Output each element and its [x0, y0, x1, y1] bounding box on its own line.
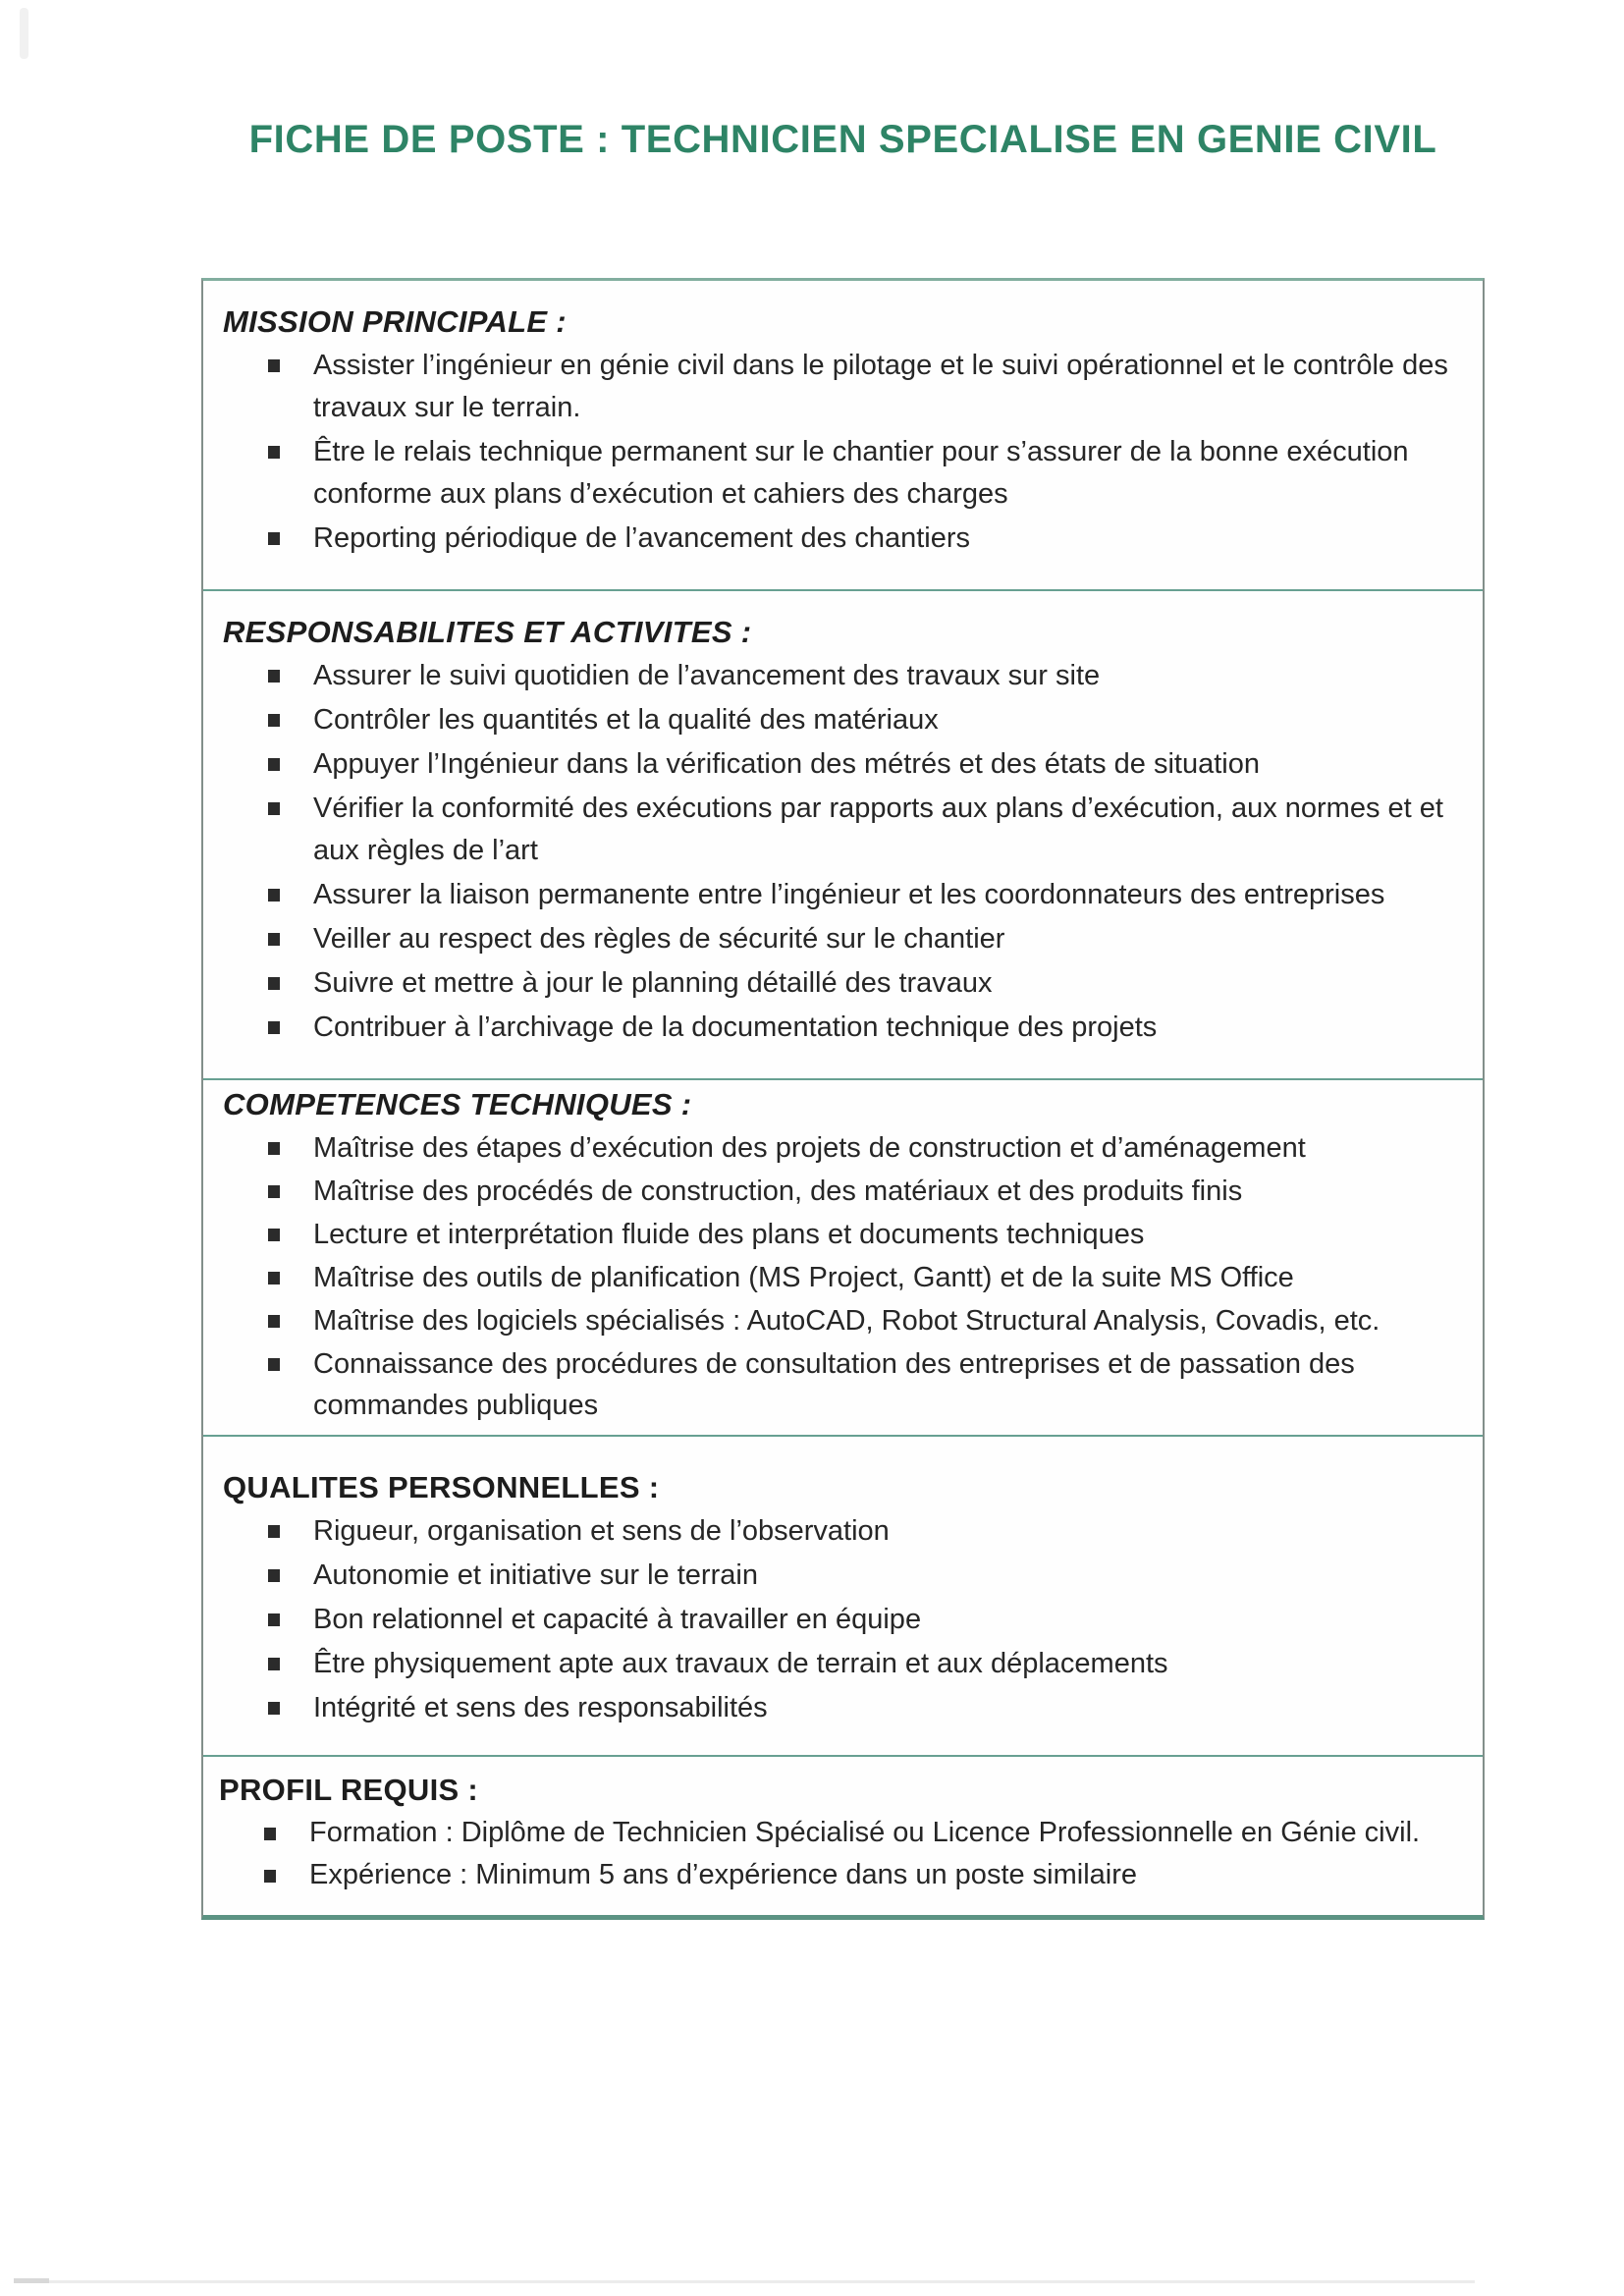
- bullet-square-icon: [268, 714, 280, 727]
- bullet-square-icon: [268, 532, 280, 545]
- bullet-item: [223, 1257, 1467, 1298]
- bullet-square-icon: [268, 1613, 280, 1626]
- bullet-item: [219, 1855, 1467, 1895]
- bullet-item: [223, 699, 1467, 741]
- bullet-item: [223, 1555, 1467, 1597]
- section-competences-techniques: [203, 1080, 1483, 1437]
- bullet-item: [219, 1813, 1467, 1853]
- bullet-item: [223, 431, 1467, 516]
- bullet-square-icon: [268, 1185, 280, 1198]
- bullet-text: Formation : Diplôme de Technicien Spécialisé ou Licence Professionnelle en Génie civil.: [309, 1817, 1421, 1848]
- bullet-text: Appuyer l’Ingénieur dans la vérification des métrés et des états de situation: [313, 748, 1260, 780]
- bullet-item: [223, 1510, 1467, 1553]
- bullet-square-icon: [268, 933, 280, 946]
- section-heading-responsabilites-activites: RESPONSABILITES ET ACTIVITES :: [223, 615, 752, 649]
- bullet-square-icon: [268, 977, 280, 990]
- bullet-item: [223, 918, 1467, 960]
- section-mission-principale: [203, 281, 1483, 591]
- bullet-text: Suivre et mettre à jour le planning détaillé des travaux: [313, 967, 993, 999]
- bullet-square-icon: [268, 1658, 280, 1670]
- bullet-text: Maîtrise des logiciels spécialisés : AutoCAD, Robot Structural Analysis, Covadis, etc.: [313, 1305, 1380, 1337]
- bullet-text: Assurer le suivi quotidien de l’avancement des travaux sur site: [313, 660, 1101, 691]
- bullet-item: [223, 743, 1467, 786]
- section-heading-mission-principale: MISSION PRINCIPALE :: [223, 304, 567, 339]
- bullet-text: Assister l’ingénieur en génie civil dans le pilotage et le suivi opérationnel et le contrôle des travaux sur le terrain.: [313, 350, 1448, 423]
- bullet-text: Expérience : Minimum 5 ans d’expérience dans un poste similaire: [309, 1859, 1138, 1890]
- bullet-square-icon: [268, 359, 280, 372]
- bullet-square-icon: [268, 1272, 280, 1285]
- bullet-square-icon: [268, 446, 280, 459]
- section-qualites-personnelles: [203, 1437, 1483, 1757]
- bullet-text: Rigueur, organisation et sens de l’observation: [313, 1515, 890, 1547]
- section-heading-profil-requis: PROFIL REQUIS :: [219, 1773, 479, 1807]
- bullet-text: Être le relais technique permanent sur le chantier pour s’assurer de la bonne exécution conforme aux plans d’exécution et cahiers des charges: [313, 436, 1409, 510]
- bullet-item: [223, 1643, 1467, 1685]
- bullet-square-icon: [268, 1315, 280, 1328]
- bullet-list-competences-techniques: [223, 1127, 1467, 1426]
- bullet-text: Connaissance des procédures de consultation des entreprises et de passation des commandes publiques: [313, 1348, 1355, 1421]
- bullet-item: [223, 874, 1467, 916]
- bullet-text: Vérifier la conformité des exécutions par rapports aux plans d’exécution, aux normes et et aux règles de l’art: [313, 793, 1443, 866]
- bullet-item: [223, 655, 1467, 697]
- bullet-list-qualites-personnelles: [223, 1510, 1467, 1729]
- bullet-item: [223, 345, 1467, 429]
- bullet-square-icon: [268, 802, 280, 815]
- scan-artifact-bottom-line: [16, 2280, 1475, 2283]
- bullet-text: Intégrité et sens des responsabilités: [313, 1692, 768, 1723]
- section-heading-competences-techniques: COMPETENCES TECHNIQUES :: [223, 1087, 692, 1121]
- bullet-square-icon: [268, 1142, 280, 1155]
- bullet-item: [223, 1127, 1467, 1169]
- bullet-text: Maîtrise des étapes d’exécution des projets de construction et d’aménagement: [313, 1132, 1306, 1164]
- bullet-item: [223, 1300, 1467, 1341]
- bullet-text: Bon relationnel et capacité à travailler en équipe: [313, 1604, 922, 1635]
- bullet-item: [223, 1007, 1467, 1049]
- bullet-text: Contrôler les quantités et la qualité des matériaux: [313, 704, 939, 736]
- bullet-item: [223, 962, 1467, 1005]
- bullet-text: Assurer la liaison permanente entre l’ingénieur et les coordonnateurs des entreprises: [313, 879, 1385, 910]
- bullet-text: Reporting périodique de l’avancement des chantiers: [313, 522, 971, 554]
- bullet-square-icon: [264, 1870, 276, 1883]
- bullet-item: [223, 788, 1467, 872]
- section-profil-requis: [203, 1757, 1483, 1915]
- bullet-text: Maîtrise des outils de planification (MS Project, Gantt) et de la suite MS Office: [313, 1262, 1294, 1293]
- bullet-text: Autonomie et initiative sur le terrain: [313, 1559, 758, 1591]
- sections-table: [201, 278, 1485, 1920]
- bullet-item: [223, 1214, 1467, 1255]
- bullet-text: Veiller au respect des règles de sécurité sur le chantier: [313, 923, 1005, 955]
- bullet-text: Lecture et interprétation fluide des plans et documents techniques: [313, 1219, 1145, 1250]
- bullet-text: Maîtrise des procédés de construction, des matériaux et des produits finis: [313, 1175, 1243, 1207]
- bullet-square-icon: [268, 758, 280, 771]
- bullet-square-icon: [268, 1525, 280, 1538]
- bullet-square-icon: [268, 1569, 280, 1582]
- section-heading-qualites-personnelles: QUALITES PERSONNELLES :: [223, 1470, 660, 1504]
- bullet-item: [223, 1687, 1467, 1729]
- bullet-item: [223, 1599, 1467, 1641]
- bullet-item: [223, 1171, 1467, 1212]
- bullet-text: Être physiquement apte aux travaux de terrain et aux déplacements: [313, 1648, 1168, 1679]
- bullet-square-icon: [268, 1021, 280, 1034]
- bullet-square-icon: [268, 1229, 280, 1241]
- bullet-square-icon: [264, 1828, 276, 1840]
- bullet-square-icon: [268, 1702, 280, 1715]
- scan-artifact-bottom-dash: [14, 2278, 49, 2283]
- bullet-square-icon: [268, 670, 280, 683]
- bullet-text: Contribuer à l’archivage de la documentation technique des projets: [313, 1011, 1158, 1043]
- scan-artifact-smudge: [20, 8, 28, 59]
- bullet-list-mission-principale: [223, 345, 1467, 560]
- page-title: FICHE DE POSTE : TECHNICIEN SPECIALISE EN GENIE CIVIL: [248, 118, 1437, 161]
- section-responsabilites-activites: [203, 591, 1483, 1080]
- bullet-list-responsabilites-activites: [223, 655, 1467, 1049]
- bullet-square-icon: [268, 889, 280, 902]
- bullet-item: [223, 1343, 1467, 1426]
- bullet-square-icon: [268, 1358, 280, 1371]
- bullet-list-profil-requis: [219, 1813, 1467, 1895]
- bullet-item: [223, 518, 1467, 560]
